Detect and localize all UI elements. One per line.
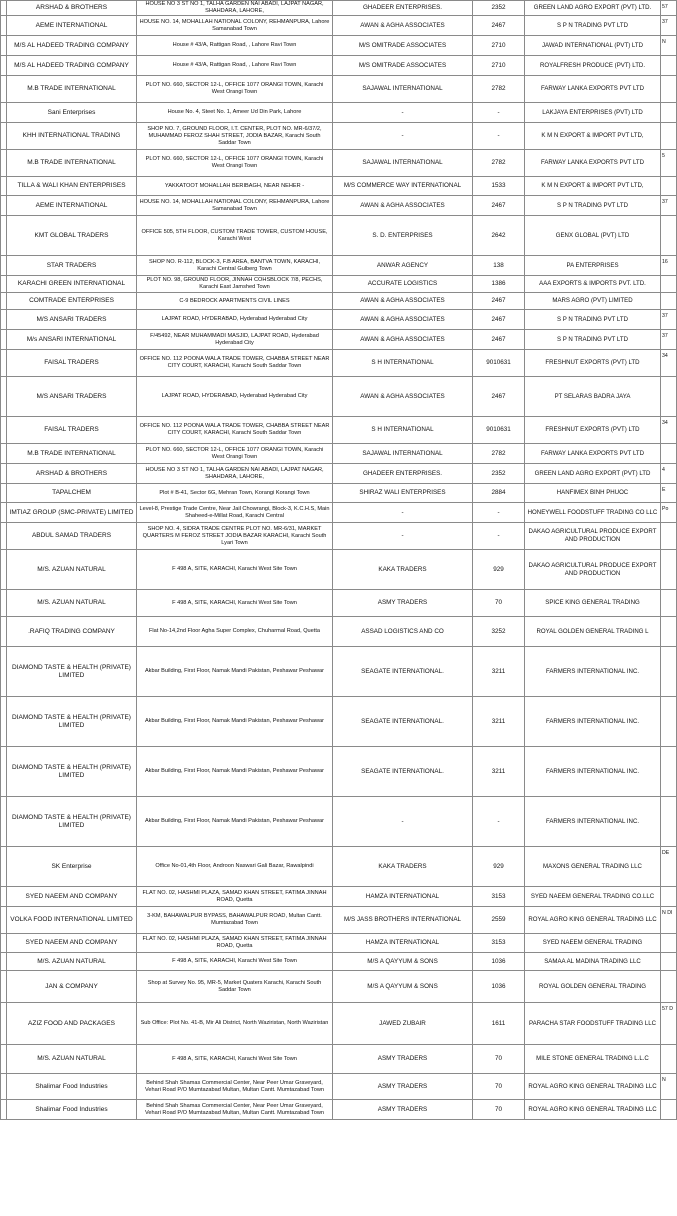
exporter-cell: S P N TRADING PVT LTD (525, 310, 661, 330)
address-cell: F 498 A, SITE, KARACHI, Karachi West Site Town (137, 550, 333, 590)
address-cell: FLAT NO. 02, HASHMI PLAZA, SAMAD KHAN STREET, FATIMA JINNAH ROAD, Quetta (137, 887, 333, 907)
agent-cell: JAWED ZUBAIR (333, 1003, 473, 1045)
agent-cell: KAKA TRADERS (333, 550, 473, 590)
exporter-cell: FRESHNUT EXPORTS (PVT) LTD (525, 417, 661, 444)
exporter-cell: FARMERS INTERNATIONAL INC. (525, 647, 661, 697)
address-cell: Shop at Survey No. 95, MR-5, Market Quaters Karachi, Karachi South Saddar Town (137, 971, 333, 1003)
table-row (1, 1003, 677, 1045)
importer-cell: FAISAL TRADERS (7, 350, 137, 377)
note-cell: Po (661, 503, 677, 523)
address-cell: House # 43/A, Rattigan Road, , Lahore Ravi Town (137, 36, 333, 56)
table-row (1, 103, 677, 123)
address-cell: Akbar Building, First Floor, Namak Mandi Pakistan, Peshawar Peshawar (137, 747, 333, 797)
code-cell: 70 (473, 590, 525, 617)
table-row (1, 484, 677, 503)
note-cell (661, 887, 677, 907)
table-row (1, 177, 677, 196)
exporter-cell: HONEYWELL FOODSTUFF TRADING CO LLC (525, 503, 661, 523)
table-row (1, 293, 677, 310)
code-cell: - (473, 503, 525, 523)
exporter-cell: FARWAY LANKA EXPORTS PVT LTD (525, 76, 661, 103)
address-cell: FLAT NO. 02, HASHMI PLAZA, SAMAD KHAN STREET, FATIMA JINNAH ROAD, Quetta (137, 934, 333, 953)
code-cell: 2782 (473, 76, 525, 103)
note-cell (661, 747, 677, 797)
table-row (1, 590, 677, 617)
code-cell: 70 (473, 1100, 525, 1120)
note-cell: DE (661, 847, 677, 887)
note-cell (661, 971, 677, 1003)
exporter-cell: S P N TRADING PVT LTD (525, 330, 661, 350)
importer-cell: .RAFIQ TRADING COMPANY (7, 617, 137, 647)
exporter-cell: SYED NAEEM GENERAL TRADING (525, 934, 661, 953)
agent-cell: ASSAD LOGISTICS AND CO (333, 617, 473, 647)
code-cell: 2352 (473, 1, 525, 16)
code-cell: 2467 (473, 196, 525, 216)
address-cell: Behind Shah Shamas Commercial Center, Near Peer Umar Graveyard, Vehari Road P/O Mumtazabad Multan, Multan Cantt. Mumtazabad Town (137, 1100, 333, 1120)
importer-cell: DIAMOND TASTE & HEALTH (PRIVATE) LIMITED (7, 647, 137, 697)
agent-cell: ASMY TRADERS (333, 1100, 473, 1120)
exporter-cell: GREEN LAND AGRO EXPORT (PVT) LTD (525, 464, 661, 484)
note-cell (661, 216, 677, 256)
importer-cell: AEME INTERNATIONAL (7, 196, 137, 216)
address-cell: F 498 A, SITE, KARACHI, Karachi West Site Town (137, 1045, 333, 1074)
code-cell: 3252 (473, 617, 525, 647)
note-cell (661, 797, 677, 847)
address-cell: LAJPAT ROAD, HYDERABAD, Hyderabad Hyderabad City (137, 310, 333, 330)
address-cell: PLOT NO. 98, GROUND FLOOR, JINNAH COHSBLOCK 7/8, PECHS, Karachi East Jamshed Town (137, 276, 333, 293)
address-cell: Level-8, Prestige Trade Centre, Near Jail Chowrangi, Block-3, K.C.H.S, Main Shaheed-e-Millat Road, Karachi Central (137, 503, 333, 523)
code-cell: 9010631 (473, 417, 525, 444)
importer-cell: ABDUL SAMAD TRADERS (7, 523, 137, 550)
note-cell: 37 (661, 196, 677, 216)
exporter-cell: ROYALFRESH PRODUCE (PVT) LTD. (525, 56, 661, 76)
importer-cell: M/S ANSARI TRADERS (7, 377, 137, 417)
code-cell: 929 (473, 847, 525, 887)
exporter-cell: FARWAY LANKA EXPORTS PVT LTD (525, 444, 661, 464)
exporter-cell: SPICE KING GENERAL TRADING (525, 590, 661, 617)
code-cell: 3153 (473, 934, 525, 953)
exporter-cell: FRESHNUT EXPORTS (PVT) LTD (525, 350, 661, 377)
exporter-cell: PT SELARAS BADRA JAYA (525, 377, 661, 417)
table-row (1, 550, 677, 590)
address-cell: Sub Office: Plot No. 41-B, Mir Ali District, North Waziristan, North Waziristan (137, 1003, 333, 1045)
note-cell: 34 (661, 350, 677, 377)
table-row (1, 697, 677, 747)
importer-cell: TAPALCHEM (7, 484, 137, 503)
code-cell: 3211 (473, 697, 525, 747)
importer-cell: M.B TRADE INTERNATIONAL (7, 76, 137, 103)
agent-cell: M/S OMITRADE ASSOCIATES (333, 36, 473, 56)
code-cell: 138 (473, 256, 525, 276)
agent-cell: - (333, 797, 473, 847)
code-cell: 1611 (473, 1003, 525, 1045)
agent-cell: S H INTERNATIONAL (333, 350, 473, 377)
importer-cell: VOLKA FOOD INTERNATIONAL LIMITED (7, 907, 137, 934)
importer-cell: M/s ANSARI INTERNATIONAL (7, 330, 137, 350)
importer-cell: M/S AL HADEED TRADING COMPANY (7, 36, 137, 56)
agent-cell: S H INTERNATIONAL (333, 417, 473, 444)
agent-cell: SEAGATE INTERNATIONAL. (333, 697, 473, 747)
table-row (1, 907, 677, 934)
code-cell: 1036 (473, 953, 525, 971)
address-cell: PLOT NO. 660, SECTOR 12-L, OFFICE 1077 ORANGI TOWN, Karachi West Orangi Town (137, 76, 333, 103)
agent-cell: ASMY TRADERS (333, 590, 473, 617)
address-cell: SHOP NO. 4, SIDRA TRADE CENTRE PLOT NO. MR-6/31, MARKET QUARTERS M FEROZ STREET JODIA BAZAR KARACHI, Karachi South Lyari Town (137, 523, 333, 550)
importer-cell: Sani Enterprises (7, 103, 137, 123)
address-cell: LAJPAT ROAD, HYDERABAD, Hyderabad Hyderabad City (137, 377, 333, 417)
agent-cell: SEAGATE INTERNATIONAL. (333, 747, 473, 797)
exporter-cell: K M N EXPORT & IMPORT PVT LTD, (525, 177, 661, 196)
code-cell: - (473, 103, 525, 123)
note-cell (661, 56, 677, 76)
importer-cell: FAISAL TRADERS (7, 417, 137, 444)
note-cell: N DI (661, 907, 677, 934)
exporter-cell: K M N EXPORT & IMPORT PVT LTD, (525, 123, 661, 150)
importer-cell: COMTRADE ENTERPRISES (7, 293, 137, 310)
code-cell: 1533 (473, 177, 525, 196)
exporter-cell: DAKAO AGRICULTURAL PRODUCE EXPORT AND PRODUCTION (525, 550, 661, 590)
exporter-cell: PA ENTERPRISES (525, 256, 661, 276)
note-cell (661, 953, 677, 971)
table-row (1, 350, 677, 377)
exporter-cell: ROYAL AGRO KING GENERAL TRADING LLC (525, 1100, 661, 1120)
exporter-cell: ROYAL GOLDEN GENERAL TRADING L (525, 617, 661, 647)
table-row (1, 150, 677, 177)
address-cell: C-9 BEDROCK APARTMENTS CIVIL LINES (137, 293, 333, 310)
address-cell: SHOP NO. R-112, BLOCK-3, F.B AREA, BANTVA TOWN, KARACHI, Karachi Central Gulberg Town (137, 256, 333, 276)
code-cell: 3211 (473, 647, 525, 697)
agent-cell: GHADEER ENTERPRISES. (333, 464, 473, 484)
address-cell: 3-KM, BAHAWALPUR BYPASS, BAHAWALPUR ROAD, Multan Cantt. Mumtazabad Town (137, 907, 333, 934)
importer-cell: JAN & COMPANY (7, 971, 137, 1003)
agent-cell: M/S OMITRADE ASSOCIATES (333, 56, 473, 76)
agent-cell: AWAN & AGHA ASSOCIATES (333, 16, 473, 36)
importer-cell: AZIZ FOOD AND PACKAGES (7, 1003, 137, 1045)
exporter-cell: HANFIMEX BINH PHUOC (525, 484, 661, 503)
agent-cell: - (333, 103, 473, 123)
agent-cell: SAJAWAL INTERNATIONAL (333, 444, 473, 464)
exporter-cell: MARS AGRO (PVT) LIMITED (525, 293, 661, 310)
table-row (1, 647, 677, 697)
note-cell (661, 617, 677, 647)
importer-cell: M.B TRADE INTERNATIONAL (7, 150, 137, 177)
agent-cell: AWAN & AGHA ASSOCIATES (333, 310, 473, 330)
table-row (1, 123, 677, 150)
importer-cell: AEME INTERNATIONAL (7, 16, 137, 36)
table-row (1, 76, 677, 103)
agent-cell: - (333, 523, 473, 550)
agent-cell: GHADEER ENTERPRISES. (333, 1, 473, 16)
code-cell: 3211 (473, 747, 525, 797)
agent-cell: ASMY TRADERS (333, 1045, 473, 1074)
importer-cell: STAR TRADERS (7, 256, 137, 276)
note-cell (661, 934, 677, 953)
code-cell: 2710 (473, 56, 525, 76)
agent-cell: AWAN & AGHA ASSOCIATES (333, 196, 473, 216)
table-row (1, 503, 677, 523)
code-cell: 2467 (473, 330, 525, 350)
note-cell: 4 (661, 464, 677, 484)
code-cell: 3153 (473, 887, 525, 907)
note-cell: 5 (661, 150, 677, 177)
address-cell: HOUSE NO. 14, MOHALLAH NATIONAL COLONY, REHMANPURA, Lahore Samanabad Town (137, 196, 333, 216)
code-cell: 70 (473, 1074, 525, 1100)
code-cell: 9010631 (473, 350, 525, 377)
exporter-cell: LAKJAYA ENTERPRISES (PVT) LTD (525, 103, 661, 123)
address-cell: F 498 A, SITE, KARACHI, Karachi West Site Town (137, 590, 333, 617)
table-row (1, 417, 677, 444)
table-row (1, 16, 677, 36)
exporter-cell: PARACHA STAR FOODSTUFF TRADING LLC (525, 1003, 661, 1045)
code-cell: - (473, 123, 525, 150)
address-cell: Akbar Building, First Floor, Namak Mandi Pakistan, Peshawar Peshawar (137, 697, 333, 747)
code-cell: 1386 (473, 276, 525, 293)
exporter-cell: FARWAY LANKA EXPORTS PVT LTD (525, 150, 661, 177)
note-cell: N (661, 1074, 677, 1100)
table-row (1, 887, 677, 907)
importer-cell: KMT GLOBAL TRADERS (7, 216, 137, 256)
table-row (1, 310, 677, 330)
note-cell (661, 550, 677, 590)
address-cell: Behind Shah Shamas Commercial Center, Near Peer Umar Graveyard, Vehari Road P/O Mumtazabad Multan, Multan Cantt. Mumtazabad Town (137, 1074, 333, 1100)
exporter-cell: ROYAL GOLDEN GENERAL TRADING (525, 971, 661, 1003)
note-cell: 57 D (661, 1003, 677, 1045)
address-cell: Office No-01,4th Floor, Androon Naswari Gali Bazar, Rawalpindi (137, 847, 333, 887)
exporter-cell: FARMERS INTERNATIONAL INC. (525, 697, 661, 747)
note-cell: 37 (661, 310, 677, 330)
address-cell: YAKKATOOT MOHALLAH BERIBAGH, NEAR NEHER - (137, 177, 333, 196)
table-row (1, 1074, 677, 1100)
importer-cell: KHH INTERNATIONAL TRADING (7, 123, 137, 150)
code-cell: 2467 (473, 16, 525, 36)
note-cell: 57 (661, 1, 677, 16)
importer-cell: SYED NAEEM AND COMPANY (7, 887, 137, 907)
importer-cell: M/S ANSARI TRADERS (7, 310, 137, 330)
code-cell: 2352 (473, 464, 525, 484)
agent-cell: AWAN & AGHA ASSOCIATES (333, 293, 473, 310)
address-cell: OFFICE NO. 112 POONA WALA TRADE TOWER, CHABBA STREET NEAR CITY COURT, KARACHI, Karachi South Saddar Town (137, 417, 333, 444)
importer-cell: ARSHAD & BROTHERS (7, 464, 137, 484)
table-row (1, 1100, 677, 1120)
table-row (1, 934, 677, 953)
importer-cell: TILLA & WALI KHAN ENTERPRISES (7, 177, 137, 196)
code-cell: 2559 (473, 907, 525, 934)
agent-cell: M/S COMMERCE WAY INTERNATIONAL (333, 177, 473, 196)
table-row (1, 330, 677, 350)
note-cell (661, 523, 677, 550)
note-cell (661, 697, 677, 747)
note-cell (661, 123, 677, 150)
exporter-cell: S P N TRADING PVT LTD (525, 16, 661, 36)
importer-cell: IMTIAZ GROUP (SMC-PRIVATE) LIMITED (7, 503, 137, 523)
agent-cell: - (333, 123, 473, 150)
note-cell (661, 377, 677, 417)
exporter-cell: AAA EXPORTS & IMPORTS PVT. LTD. (525, 276, 661, 293)
agent-cell: - (333, 503, 473, 523)
exporter-cell: ROYAL AGRO KING GENERAL TRADING LLC (525, 1074, 661, 1100)
table-row (1, 747, 677, 797)
table-row (1, 276, 677, 293)
exporter-cell: ROYAL AGRO KING GENERAL TRADING LLC (525, 907, 661, 934)
exporter-cell: SAMAA AL MADINA TRADING LLC (525, 953, 661, 971)
table-row (1, 847, 677, 887)
note-cell (661, 1100, 677, 1120)
code-cell: - (473, 523, 525, 550)
agent-cell: HAMZA INTERNATIONAL (333, 934, 473, 953)
note-cell: N (661, 36, 677, 56)
importer-cell: M/S. AZUAN NATURAL (7, 953, 137, 971)
table-row (1, 196, 677, 216)
exporter-cell: JAWAD INTERNATIONAL (PVT) LTD (525, 36, 661, 56)
agent-cell: M/S A QAYYUM & SONS (333, 971, 473, 1003)
address-cell: HOUSE NO 3 ST NO 1, TALHA GARDEN NAI ABADI, LAJPAT NAGAR, SHAHDARA, LAHORE, (137, 464, 333, 484)
agent-cell: S. D. ENTERPRISES (333, 216, 473, 256)
table-row (1, 256, 677, 276)
address-cell: Flat No-14,2nd Floor Agha Super Complex, Chuharmal Road, Quetta (137, 617, 333, 647)
agent-cell: SAJAWAL INTERNATIONAL (333, 150, 473, 177)
table-row (1, 797, 677, 847)
code-cell: 2467 (473, 293, 525, 310)
address-cell: House # 43/A, Rattigan Road, , Lahore Ravi Town (137, 56, 333, 76)
table-row (1, 56, 677, 76)
address-cell: SHOP NO. 7, GROUND FLOOR, I.T. CENTER, PLOT NO. MR-6/37/2, MUHAMMAD FEROZ SHAH STREET, JODIA BAZAR, Karachi South Saddar Town (137, 123, 333, 150)
table-row (1, 617, 677, 647)
agent-cell: ASMY TRADERS (333, 1074, 473, 1100)
records-body (1, 1, 677, 1120)
exporter-cell: S P N TRADING PVT LTD (525, 196, 661, 216)
table-row (1, 444, 677, 464)
importer-cell: DIAMOND TASTE & HEALTH (PRIVATE) LIMITED (7, 747, 137, 797)
address-cell: PLOT NO. 660, SECTOR 12-L, OFFICE 1077 ORANGI TOWN, Karachi West Orangi Town (137, 444, 333, 464)
agent-cell: SAJAWAL INTERNATIONAL (333, 76, 473, 103)
agent-cell: KAKA TRADERS (333, 847, 473, 887)
note-cell (661, 276, 677, 293)
note-cell (661, 76, 677, 103)
code-cell: 929 (473, 550, 525, 590)
code-cell: 2467 (473, 310, 525, 330)
importer-cell: SK Enterprise (7, 847, 137, 887)
code-cell: 1036 (473, 971, 525, 1003)
address-cell: Akbar Building, First Floor, Namak Mandi Pakistan, Peshawar Peshawar (137, 797, 333, 847)
table-row (1, 216, 677, 256)
note-cell: 16 (661, 256, 677, 276)
table-row (1, 523, 677, 550)
agent-cell: M/S A QAYYUM & SONS (333, 953, 473, 971)
importer-cell: ARSHAD & BROTHERS (7, 1, 137, 16)
note-cell (661, 103, 677, 123)
exporter-cell: FARMERS INTERNATIONAL INC. (525, 747, 661, 797)
code-cell: 2782 (473, 150, 525, 177)
note-cell: 37 (661, 330, 677, 350)
address-cell: PLOT NO. 660, SECTOR 12-L, OFFICE 1077 ORANGI TOWN, Karachi West Orangi Town (137, 150, 333, 177)
agent-cell: ACCURATE LOGISTICS (333, 276, 473, 293)
agent-cell: HAMZA INTERNATIONAL (333, 887, 473, 907)
exporter-cell: MAXONS GENERAL TRADING LLC (525, 847, 661, 887)
code-cell: 2467 (473, 377, 525, 417)
importer-cell: KARACHI GREEN INTERNATIONAL (7, 276, 137, 293)
table-row (1, 1, 677, 16)
code-cell: 2782 (473, 444, 525, 464)
agent-cell: SHIRAZ WALI ENTERPRISES (333, 484, 473, 503)
importer-cell: M/S. AZUAN NATURAL (7, 1045, 137, 1074)
note-cell (661, 293, 677, 310)
exporter-cell: DAKAO AGRICULTURAL PRODUCE EXPORT AND PRODUCTION (525, 523, 661, 550)
address-cell: House No. 4, Steet No. 1, Ameer Ud Din Park, Lahore (137, 103, 333, 123)
agent-cell: ANWAR AGENCY (333, 256, 473, 276)
address-cell: Akbar Building, First Floor, Namak Mandi Pakistan, Peshawar Peshawar (137, 647, 333, 697)
code-cell: - (473, 797, 525, 847)
importer-cell: Shalimar Food Industries (7, 1100, 137, 1120)
address-cell: HOUSE NO 3 ST NO 1, TALHA GARDEN NAI ABADI, LAJPAT NAGAR, SHAHDARA, LAHORE, (137, 1, 333, 16)
table-row (1, 971, 677, 1003)
table-row (1, 1045, 677, 1074)
importer-cell: SYED NAEEM AND COMPANY (7, 934, 137, 953)
note-cell (661, 177, 677, 196)
note-cell: 34 (661, 417, 677, 444)
address-cell: OFFICE NO. 112 POONA WALA TRADE TOWER, CHABBA STREET NEAR CITY COURT, KARACHI, Karachi South Saddar Town (137, 350, 333, 377)
importer-cell: M.B TRADE INTERNATIONAL (7, 444, 137, 464)
note-cell (661, 444, 677, 464)
exporter-cell: GENX GLOBAL (PVT) LTD (525, 216, 661, 256)
agent-cell: AWAN & AGHA ASSOCIATES (333, 330, 473, 350)
importer-cell: DIAMOND TASTE & HEALTH (PRIVATE) LIMITED (7, 797, 137, 847)
table-row (1, 36, 677, 56)
table-row (1, 464, 677, 484)
exporter-cell: SYED NAEEM GENERAL TRADING CO.LLC (525, 887, 661, 907)
address-cell: OFFICE 505, 5TH FLOOR, CUSTOM TRADE TOWER, CUSTOM HOUSE, Karachi West (137, 216, 333, 256)
importer-cell: M/S AL HADEED TRADING COMPANY (7, 56, 137, 76)
note-cell (661, 647, 677, 697)
agent-cell: AWAN & AGHA ASSOCIATES (333, 377, 473, 417)
address-cell: HOUSE NO. 14, MOHALLAH NATIONAL COLONY, REHMANPURA, Lahore Samanabad Town (137, 16, 333, 36)
note-cell: 37 (661, 16, 677, 36)
importer-cell: M/S. AZUAN NATURAL (7, 590, 137, 617)
agent-cell: M/S JASS BROTHERS INTERNATIONAL (333, 907, 473, 934)
code-cell: 2642 (473, 216, 525, 256)
exporter-cell: FARMERS INTERNATIONAL INC. (525, 797, 661, 847)
importer-cell: M/S. AZUAN NATURAL (7, 550, 137, 590)
importer-cell: DIAMOND TASTE & HEALTH (PRIVATE) LIMITED (7, 697, 137, 747)
table-row (1, 953, 677, 971)
code-cell: 2710 (473, 36, 525, 56)
exporter-cell: MILE STONE GENERAL TRADING L.L.C (525, 1045, 661, 1074)
address-cell: F/45492, NEAR MUHAMMADI MASJID, LAJPAT ROAD, Hyderabad Hyderabad City (137, 330, 333, 350)
exporter-cell: GREEN LAND AGRO EXPORT (PVT) LTD. (525, 1, 661, 16)
note-cell (661, 590, 677, 617)
note-cell (661, 1045, 677, 1074)
code-cell: 2884 (473, 484, 525, 503)
note-cell: E (661, 484, 677, 503)
code-cell: 70 (473, 1045, 525, 1074)
address-cell: F 498 A, SITE, KARACHI, Karachi West Site Town (137, 953, 333, 971)
importer-cell: Shalimar Food Industries (7, 1074, 137, 1100)
table-row (1, 377, 677, 417)
agent-cell: SEAGATE INTERNATIONAL. (333, 647, 473, 697)
address-cell: Plot # B-41, Sector 6G, Mehran Town, Korangi Korangi Town (137, 484, 333, 503)
